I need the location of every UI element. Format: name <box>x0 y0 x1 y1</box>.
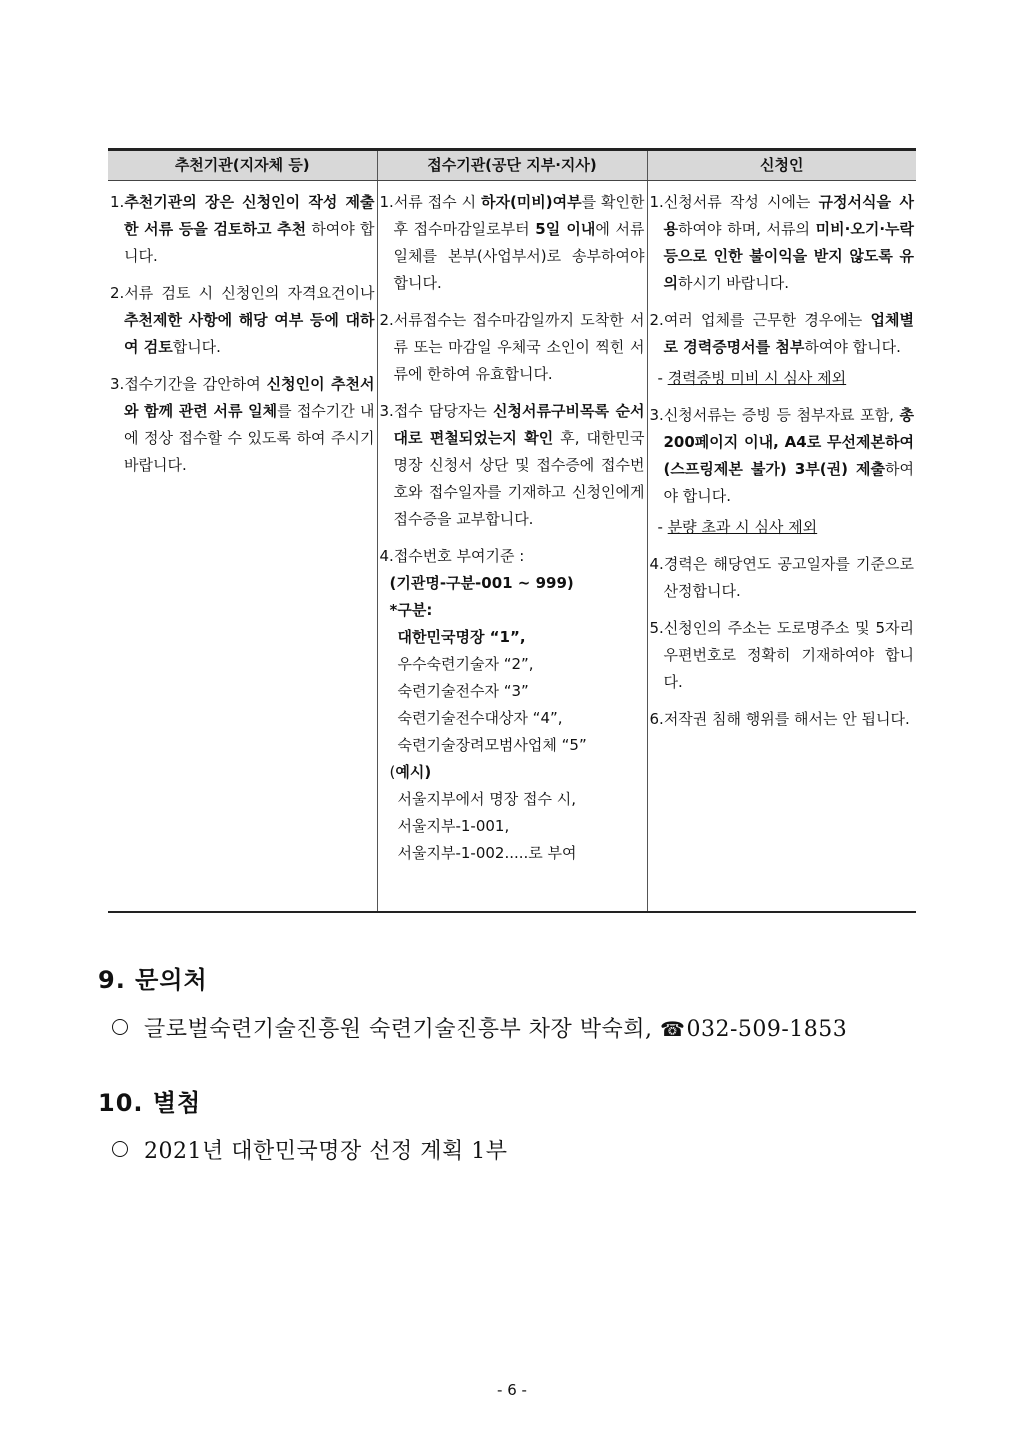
phone-number: 032-509-1853 <box>686 1017 848 1042</box>
header-recommending-agency: 추천기관(지자체 등) <box>108 150 377 181</box>
example-line: 서울지부-1-001, <box>397 817 510 835</box>
section-9-contact: 글로벌숙련기술진흥원 숙련기술진흥부 차장 박숙희, ☎032-509-1853 <box>112 1012 847 1043</box>
header-applicant: 신청인 <box>647 150 916 181</box>
category-item: 숙련기술전수자 “3” <box>397 682 529 700</box>
cell-applicant <box>647 181 916 913</box>
category-item: 우수숙련기술자 “2”, <box>397 655 534 673</box>
table-row <box>108 181 916 913</box>
bullet-circle-icon <box>112 1141 128 1157</box>
header-receiving-agency: 접수기관(공단 지부·지사) <box>377 150 647 181</box>
section-10-title: 10. 별첨 <box>98 1089 202 1117</box>
category-label: *구분: <box>389 601 433 619</box>
category-item: 숙련기술전수대상자 “4”, <box>397 709 563 727</box>
list-item: 3.접수 담당자는 신청서류구비목록 순서대로 편철되었는지 확인 후, 대한민국명장 신청서 상단 및 접수증에 접수번호와 접수일자를 기재하고 신청인에게 접수증을 교부합니다. <box>379 402 645 528</box>
receipt-number-format: (기관명-구분-001 ~ 999) <box>389 574 574 592</box>
table-header-row <box>108 150 916 181</box>
section-10-attachment: 2021년 대한민국명장 선정 계획 1부 <box>112 1134 507 1165</box>
list-item: 6.저작권 침해 행위를 해서는 안 됩니다. <box>649 710 910 728</box>
example-label: (예시) <box>389 763 432 781</box>
page-number: - 6 - <box>497 1381 527 1399</box>
note-line: - 분량 초과 시 심사 제외 <box>657 518 818 536</box>
list-item: 2.여러 업체를 근무한 경우에는 업체별로 경력증명서를 첨부하여야 합니다. <box>649 311 914 356</box>
category-item: 대한민국명장 “1”, <box>397 628 526 646</box>
list-item: 4.접수번호 부여기준 : <box>379 547 525 565</box>
list-item: 1.신청서류 작성 시에는 규정서식을 사용하여야 하며, 서류의 미비·오기·누락 등으로 인한 불이익을 받지 않도록 유의하시기 바랍니다. <box>649 193 915 292</box>
list-item: 1.추천기관의 장은 신청인이 작성 제출한 서류 등을 검토하고 추천 하여야 합니다. <box>110 193 375 265</box>
phone-icon: ☎ <box>660 1017 686 1041</box>
list-item: 4.경력은 해당연도 공고일자를 기준으로 산정합니다. <box>649 555 914 600</box>
cell-recommending-agency <box>108 181 377 913</box>
list-item: 2.서류접수는 접수마감일까지 도착한 서류 또는 마감일 우체국 소인이 찍힌 서류에 한하여 유효합니다. <box>379 311 645 383</box>
cell-receiving-agency <box>377 181 647 913</box>
example-line: 서울지부에서 명장 접수 시, <box>397 790 576 808</box>
bullet-circle-icon <box>112 1019 128 1035</box>
list-item: 5.신청인의 주소는 도로명주소 및 5자리 우편번호로 정확히 기재하여야 합니다. <box>649 619 914 691</box>
procedure-table <box>108 148 916 913</box>
note-line: - 경력증빙 미비 시 심사 제외 <box>657 369 847 387</box>
category-item: 숙련기술장려모범사업체 “5” <box>397 736 587 754</box>
list-item: 3.접수기간을 감안하여 신청인이 추천서와 함께 관련 서류 일체를 접수기간 내에 정상 접수할 수 있도록 하여 주시기 바랍니다. <box>110 375 375 474</box>
example-line: 서울지부-1-002.....로 부여 <box>397 844 577 862</box>
list-item: 1.서류 접수 시 하자(미비)여부를 확인한 후 접수마감일로부터 5일 이내에 서류 일체를 본부(사업부서)로 송부하여야 합니다. <box>379 193 645 292</box>
list-item: 2.서류 검토 시 신청인의 자격요건이나 추천제한 사항에 해당 여부 등에 대하여 검토합니다. <box>110 284 375 356</box>
list-item: 3.신청서류는 증빙 등 첨부자료 포함, 총 200페이지 이내, A4로 무선제본하여(스프링제본 불가) 3부(권) 제출하여야 합니다. <box>649 406 914 505</box>
section-9-title: 9. 문의처 <box>98 966 208 994</box>
